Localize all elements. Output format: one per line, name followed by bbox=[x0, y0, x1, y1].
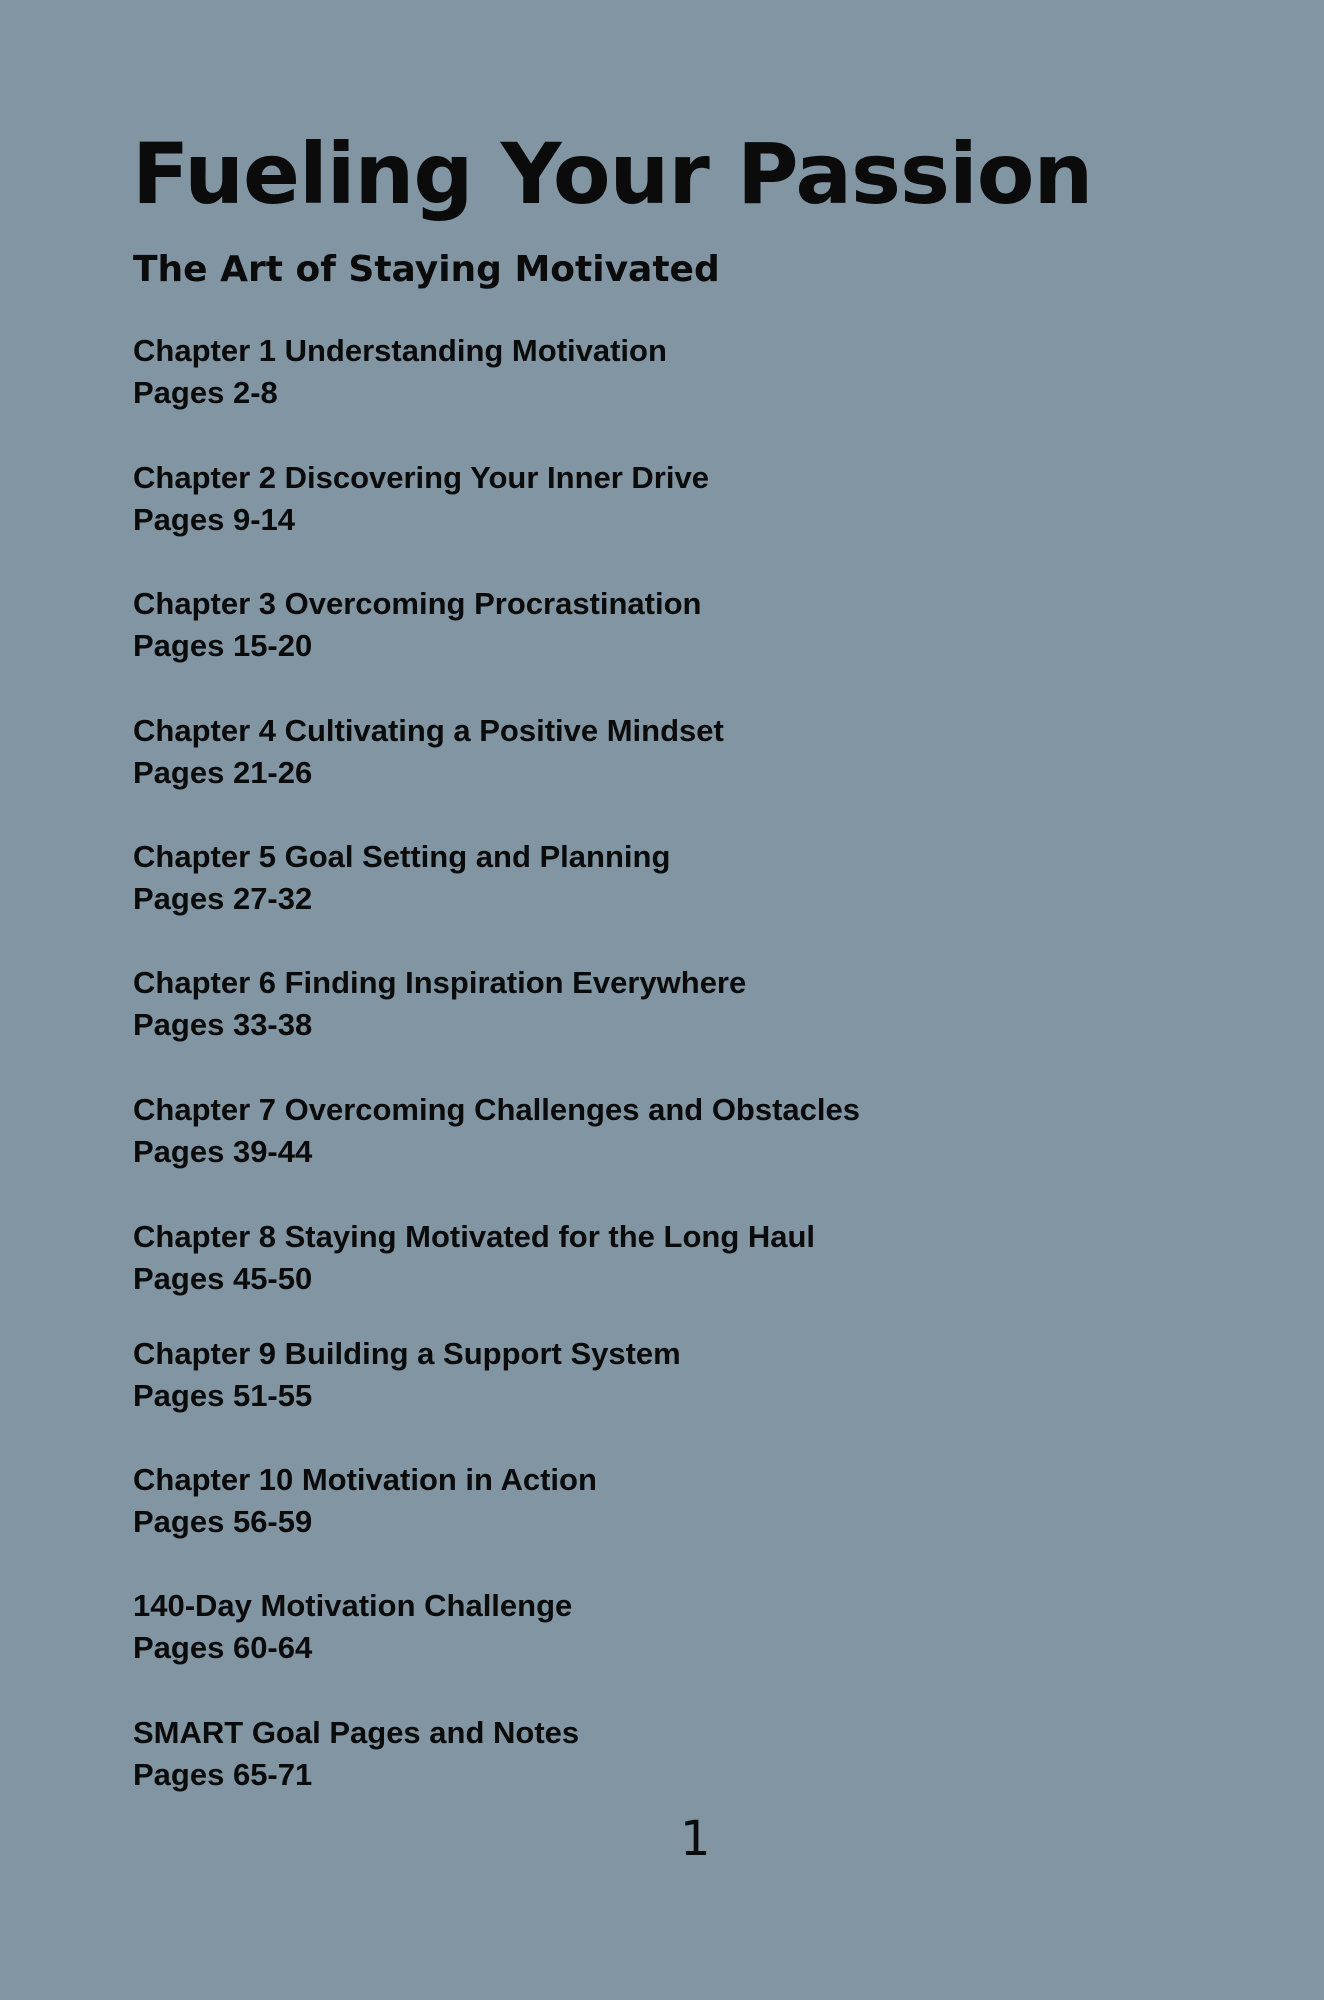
toc-entry-title: 140-Day Motivation Challenge bbox=[133, 1588, 573, 1623]
toc-entry-chapter-3 bbox=[133, 583, 701, 667]
toc-entry-chapter-5 bbox=[133, 836, 670, 920]
toc-entry-pages: Pages 39-44 bbox=[133, 1134, 313, 1169]
toc-entry-pages: Pages 15-20 bbox=[133, 628, 313, 663]
toc-entry-chapter-10 bbox=[133, 1459, 597, 1543]
toc-entry-pages: Pages 27-32 bbox=[133, 881, 313, 916]
toc-entry-chapter-7 bbox=[133, 1089, 860, 1173]
toc-entry-title: Chapter 10 Motivation in Action bbox=[133, 1462, 597, 1497]
toc-entry-title: SMART Goal Pages and Notes bbox=[133, 1715, 580, 1750]
toc-entry-chapter-2 bbox=[133, 457, 709, 541]
toc-entry-pages: Pages 51-55 bbox=[133, 1378, 313, 1413]
toc-entry-pages: Pages 60-64 bbox=[133, 1630, 313, 1665]
toc-entry-pages: Pages 45-50 bbox=[133, 1261, 313, 1296]
toc-entry-pages: Pages 21-26 bbox=[133, 755, 313, 790]
toc-entry-pages: Pages 9-14 bbox=[133, 502, 295, 537]
toc-entry-chapter-1 bbox=[133, 330, 667, 414]
toc-entry-title: Chapter 3 Overcoming Procrastination bbox=[133, 586, 702, 621]
toc-entry-pages: Pages 65-71 bbox=[133, 1757, 313, 1792]
toc-entry-title: Chapter 5 Goal Setting and Planning bbox=[133, 839, 671, 874]
toc-entry-chapter-6 bbox=[133, 962, 746, 1046]
toc-entry-motivation-challenge bbox=[133, 1585, 572, 1669]
toc-entry-pages: Pages 33-38 bbox=[133, 1007, 313, 1042]
page-subtitle: The Art of Staying Motivated bbox=[133, 249, 720, 290]
table-of-contents bbox=[133, 0, 1233, 2000]
toc-entry-title: Chapter 9 Building a Support System bbox=[133, 1336, 681, 1371]
toc-entry-pages: Pages 2-8 bbox=[133, 375, 278, 410]
toc-entry-smart-goal-pages bbox=[133, 1712, 579, 1796]
toc-entry-title: Chapter 8 Staying Motivated for the Long Haul bbox=[133, 1219, 816, 1254]
toc-entry-chapter-8 bbox=[133, 1216, 815, 1300]
toc-entry-chapter-9 bbox=[133, 1333, 681, 1417]
toc-entry-title: Chapter 4 Cultivating a Positive Mindset bbox=[133, 713, 724, 748]
toc-entry-chapter-4 bbox=[133, 710, 724, 794]
toc-entry-title: Chapter 2 Discovering Your Inner Drive bbox=[133, 460, 709, 495]
toc-entry-title: Chapter 7 Overcoming Challenges and Obstacles bbox=[133, 1092, 861, 1127]
page-title: Fueling Your Passion bbox=[132, 125, 1093, 223]
toc-entry-title: Chapter 1 Understanding Motivation bbox=[133, 333, 667, 368]
page-number: 1 bbox=[680, 1811, 711, 1867]
toc-entry-pages: Pages 56-59 bbox=[133, 1504, 313, 1539]
toc-entry-title: Chapter 6 Finding Inspiration Everywhere bbox=[133, 965, 747, 1000]
